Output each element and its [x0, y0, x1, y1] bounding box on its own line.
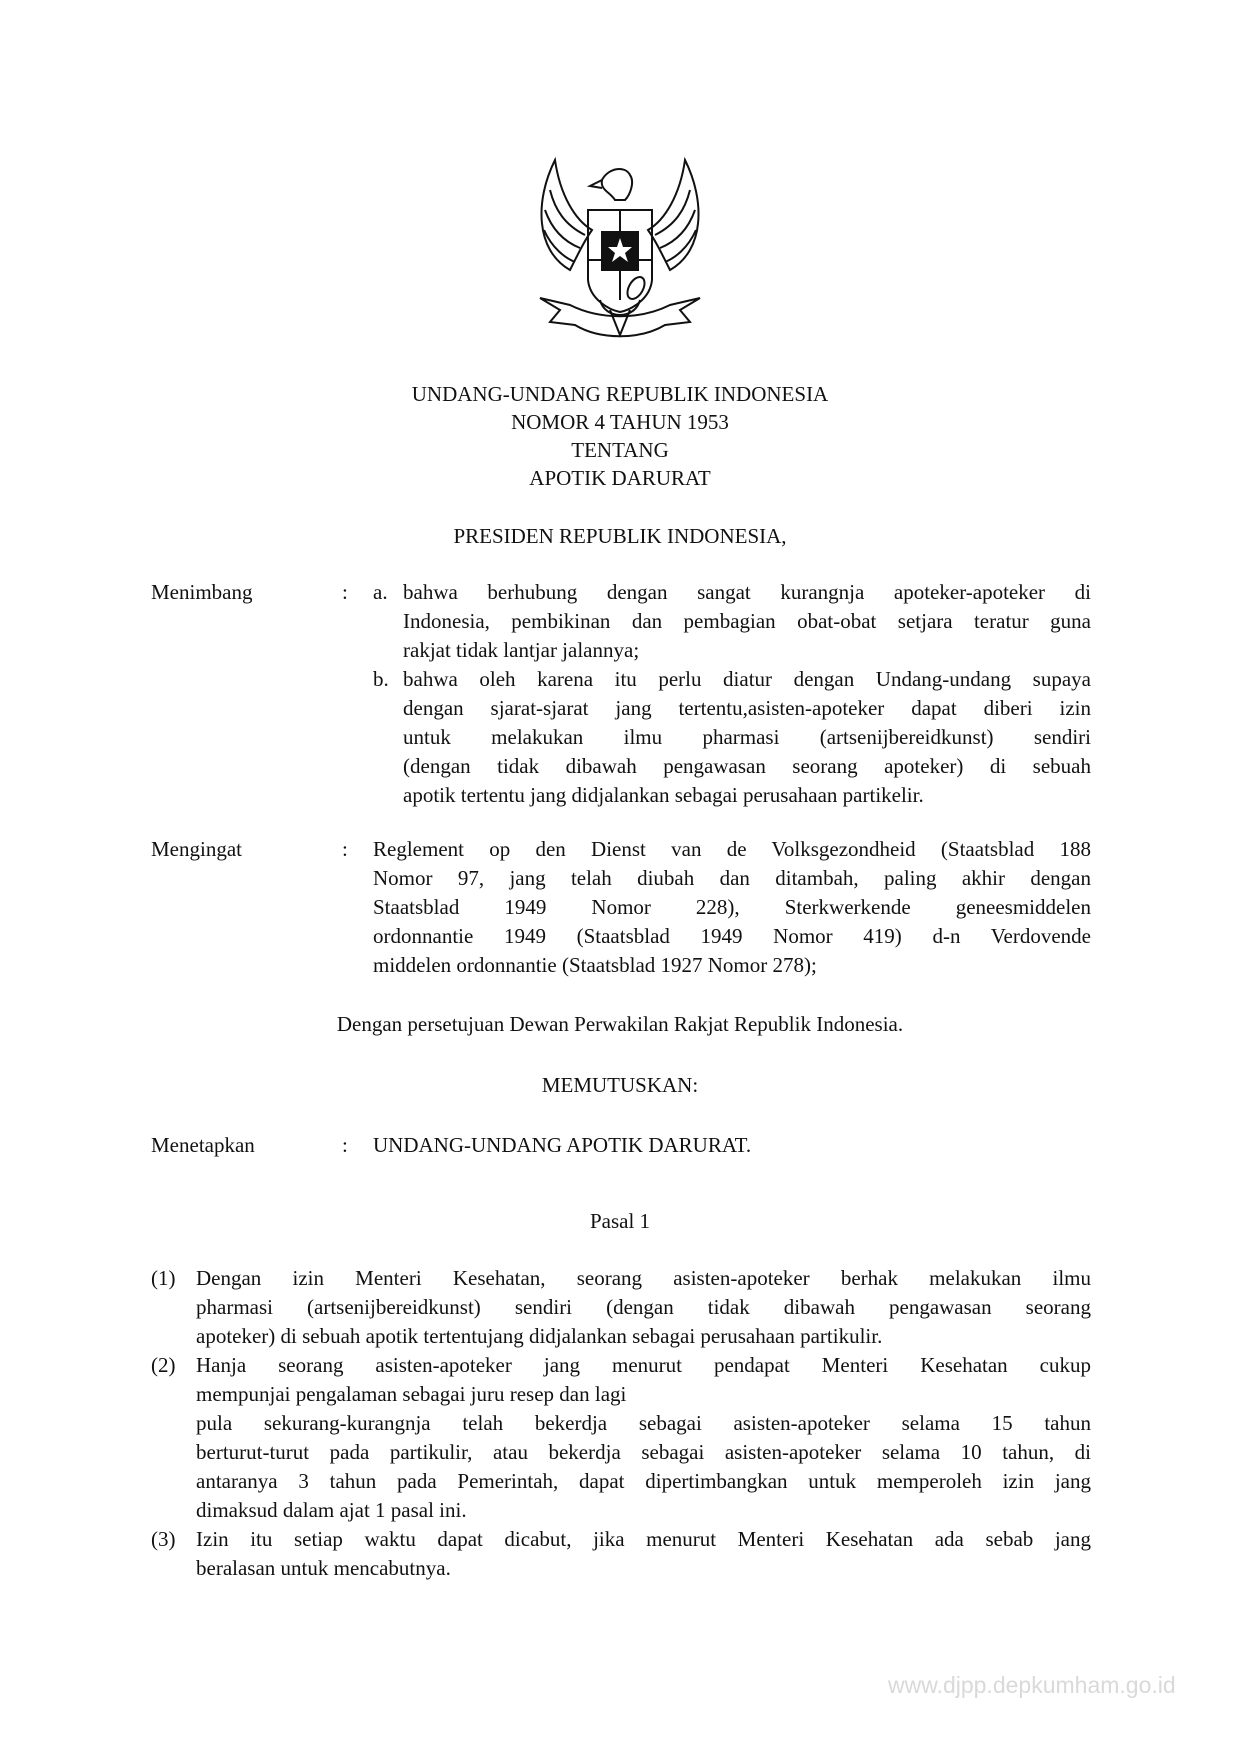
text-line: Indonesia, pembikinan dan pembagian obat-obat setjara teratur guna [403, 609, 1091, 633]
menetapkan-colon: : [342, 1133, 348, 1157]
menetapkan-label: Menetapkan [151, 1133, 255, 1157]
text-line: Dengan izin Menteri Kesehatan, seorang asisten-apoteker berhak melakukan ilmu [196, 1266, 1091, 1290]
text-line: Hanja seorang asisten-apoteker jang menurut pendapat Menteri Kesehatan cukup [196, 1353, 1091, 1377]
menimbang-colon: : [342, 580, 348, 604]
president-heading: PRESIDEN REPUBLIK INDONESIA, [453, 524, 787, 548]
text-line: Nomor 97, jang telah diubah dan ditambah, paling akhir dengan [373, 866, 1091, 890]
pasal-1-list [151, 1264, 1091, 1583]
title-line-4: APOTIK DARURAT [529, 466, 711, 490]
menimbang-item-a [373, 578, 1091, 665]
item-marker: (1) [151, 1266, 176, 1290]
memutuskan-heading: MEMUTUSKAN: [541, 1073, 699, 1097]
text-line: berturut-turut pada partikulir, atau bekerdja sebagai asisten-apoteker selama 10 tahun, di [196, 1440, 1091, 1464]
text-line: apotik tertentu jang didjalankan sebagai perusahaan partikelir. [403, 783, 924, 807]
pasal-1-heading: Pasal 1 [589, 1209, 651, 1233]
garuda-emblem-icon [530, 150, 710, 350]
item-marker: a. [373, 580, 388, 604]
watermark-url: www.djpp.depkumham.go.id [888, 1672, 1176, 1698]
text-line: Izin itu setiap waktu dapat dicabut, jika menurut Menteri Kesehatan ada sebab jang [196, 1527, 1091, 1551]
persetujuan-text: Dengan persetujuan Dewan Perwakilan Rakjat Republik Indonesia. [336, 1012, 904, 1036]
pasal-1-item-3 [151, 1525, 1091, 1583]
mengingat-label: Mengingat [151, 837, 242, 861]
item-marker: b. [373, 667, 389, 691]
text-line: mempunjai pengalaman sebagai juru resep dan lagi [196, 1382, 627, 1406]
text-line: rakjat tidak lantjar jalannya; [403, 638, 640, 662]
text-line: bahwa oleh karena itu perlu diatur dengan Undang-undang supaya [403, 667, 1091, 691]
text-line: (dengan tidak dibawah pengawasan seorang apoteker) di sebuah [403, 754, 1091, 778]
menetapkan-value: UNDANG-UNDANG APOTIK DARURAT. [373, 1133, 752, 1157]
text-line: ordonnantie 1949 (Staatsblad 1949 Nomor 419) d-n Verdovende [373, 924, 1091, 948]
text-line: Reglement op den Dienst van de Volksgezondheid (Staatsblad 188 [373, 837, 1091, 861]
text-line: untuk melakukan ilmu pharmasi (artsenijbereidkunst) sendiri [403, 725, 1091, 749]
text-line: pharmasi (artsenijbereidkunst) sendiri (dengan tidak dibawah pengawasan seorang [196, 1295, 1091, 1319]
document-title [0, 380, 1240, 492]
text-line: beralasan untuk mencabutnya. [196, 1556, 451, 1580]
pasal-1-item-1 [151, 1264, 1091, 1351]
text-line: antaranya 3 tahun pada Pemerintah, dapat dipertimbangkan untuk memperoleh izin jang [196, 1469, 1091, 1493]
mengingat-section [151, 835, 1091, 985]
item-marker: (2) [151, 1353, 176, 1377]
menimbang-item-b [373, 665, 1091, 810]
title-line-2: NOMOR 4 TAHUN 1953 [511, 410, 729, 434]
mengingat-colon: : [342, 837, 348, 861]
text-line: dengan sjarat-sjarat jang tertentu,asisten-apoteker dapat diberi izin [403, 696, 1091, 720]
text-line: bahwa berhubung dengan sangat kurangnja apoteker-apoteker di [403, 580, 1091, 604]
menimbang-label: Menimbang [151, 580, 253, 604]
text-line: apoteker) di sebuah apotik tertentujang didjalankan sebagai perusahaan partikulir. [196, 1324, 883, 1348]
menetapkan-section [151, 1131, 1091, 1161]
text-line: dimaksud dalam ajat 1 pasal ini. [196, 1498, 467, 1522]
item-marker: (3) [151, 1527, 176, 1551]
text-line: pula sekurang-kurangnja telah bekerdja sebagai asisten-apoteker selama 15 tahun [196, 1411, 1091, 1435]
text-line: Staatsblad 1949 Nomor 228), Sterkwerkende geneesmiddelen [373, 895, 1091, 919]
pasal-1-item-2 [151, 1351, 1091, 1525]
title-line-3: TENTANG [571, 438, 669, 462]
text-line: middelen ordonnantie (Staatsblad 1927 Nomor 278); [373, 953, 817, 977]
menimbang-section [151, 578, 1091, 808]
title-line-1: UNDANG-UNDANG REPUBLIK INDONESIA [411, 382, 829, 406]
